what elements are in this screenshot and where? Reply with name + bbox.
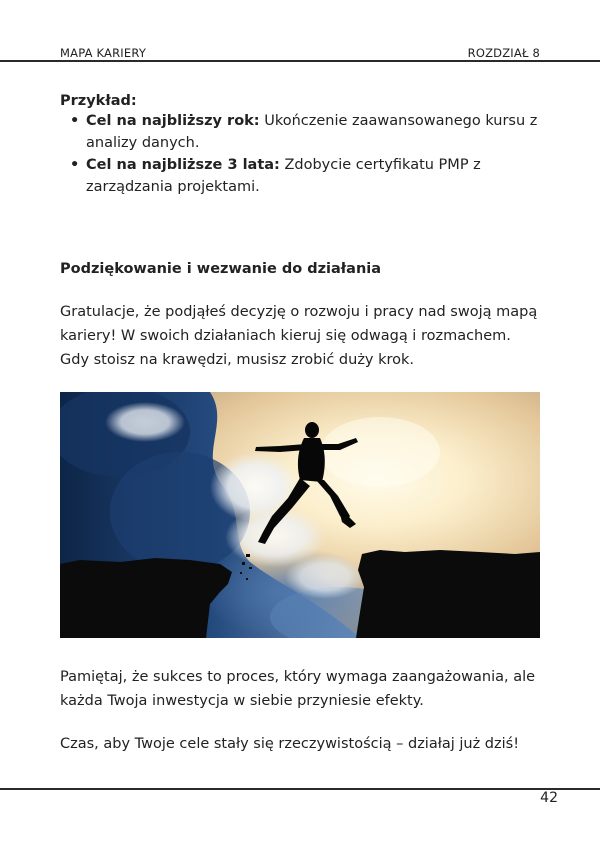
paragraph-congratulations: Gratulacje, że podjąłeś decyzję o rozwoju i pracy nad swoją mapą kariery! W swoich działaniach kieruj się odwagą i rozmachem. Gdy stoisz na krawędzi, musisz zrobić duży krok.	[60, 304, 538, 368]
header-chapter: ROZDZIAŁ 8	[467, 46, 540, 60]
goal-text: Zdobycie certyfikatu PMP z zarządzania projektami.	[86, 157, 481, 195]
page-number: 42	[540, 790, 558, 806]
cliff-jump-illustration	[60, 392, 540, 638]
header-title: MAPA KARIERY	[60, 46, 147, 60]
goal-label: Cel na najbliższy rok:	[86, 113, 260, 129]
example-heading: Przykład:	[60, 93, 137, 109]
section-heading: Podziękowanie i wezwanie do działania	[60, 261, 382, 277]
header-divider	[0, 60, 600, 62]
goal-label: Cel na najbliższe 3 lata:	[86, 157, 280, 173]
footer-divider	[0, 788, 600, 790]
left-cliff	[60, 558, 232, 638]
goal-text: Ukończenie zaawansowanego kursu z analizy danych.	[86, 113, 538, 151]
cliff-jump-photo	[60, 392, 540, 638]
paragraph-success: Pamiętaj, że sukces to proces, który wymaga zaangażowania, ale każda Twoja inwestycja w siebie przyniesie efekty.	[60, 669, 536, 709]
goal-list	[60, 110, 540, 198]
bullet-icon: •	[70, 113, 80, 129]
goal-item	[60, 154, 540, 198]
right-cliff	[356, 550, 540, 638]
cloud-highlight	[105, 402, 185, 442]
bullet-icon: •	[70, 157, 80, 173]
paragraph-call-to-action: Czas, aby Twoje cele stały się rzeczywistością – działaj już dziś!	[60, 736, 520, 752]
goal-item	[60, 110, 540, 154]
